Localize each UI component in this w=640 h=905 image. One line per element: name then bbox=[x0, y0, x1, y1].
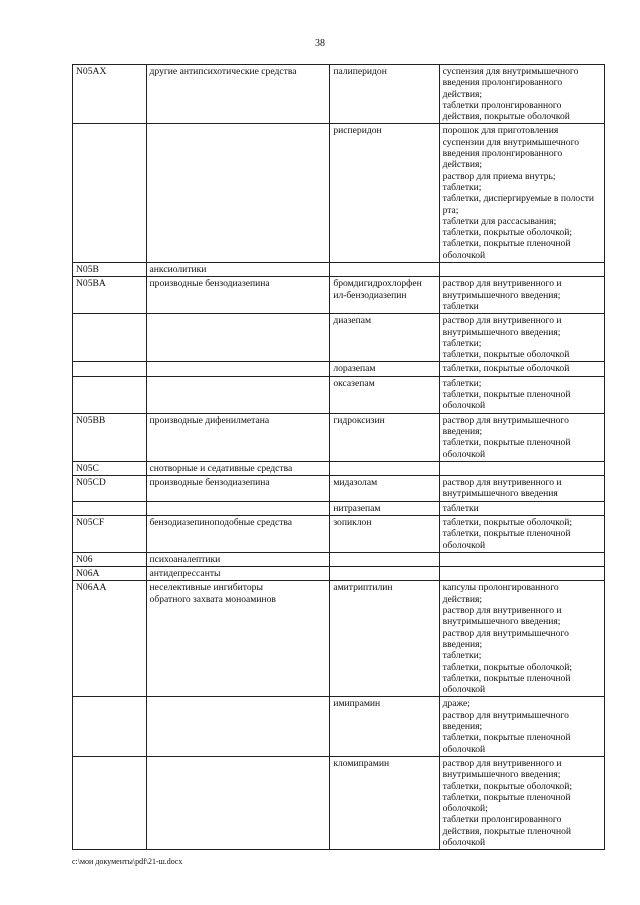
dosage-forms-cell bbox=[439, 697, 604, 756]
drug-name-cell bbox=[330, 476, 439, 502]
drug-name-cell-text: кломипрамин bbox=[333, 757, 390, 769]
dosage-forms-cell-text: таблетки; таблетки, покрытые пленочной оболочкой bbox=[442, 377, 571, 412]
anatomical-group-cell bbox=[146, 124, 330, 263]
drug-name-cell-text: нитразепам bbox=[333, 502, 381, 514]
atc-code-cell bbox=[73, 362, 147, 376]
drug-name-cell bbox=[330, 552, 439, 566]
drug-table-body bbox=[73, 65, 605, 850]
anatomical-group-cell-text: производные дифенилметана bbox=[149, 414, 270, 426]
table-row bbox=[73, 476, 605, 502]
table-row bbox=[73, 362, 605, 376]
drug-name-cell bbox=[330, 461, 439, 475]
page-number: 38 bbox=[315, 38, 325, 49]
table-row bbox=[73, 461, 605, 475]
dosage-forms-cell bbox=[439, 515, 604, 552]
anatomical-group-cell-text: снотворные и седативные средства bbox=[149, 462, 293, 474]
anatomical-group-cell bbox=[146, 581, 330, 697]
atc-code-cell bbox=[73, 515, 147, 552]
atc-code-cell-text: N06AA bbox=[76, 582, 107, 594]
drug-name-cell bbox=[330, 501, 439, 515]
atc-code-cell bbox=[73, 263, 147, 277]
atc-code-cell bbox=[73, 461, 147, 475]
drug-name-cell bbox=[330, 362, 439, 376]
dosage-forms-cell bbox=[439, 263, 604, 277]
drug-name-cell bbox=[330, 567, 439, 581]
dosage-forms-cell bbox=[439, 581, 604, 697]
atc-code-cell bbox=[73, 581, 147, 697]
dosage-forms-cell-text: таблетки, покрытые оболочкой; таблетки, покрытые пленочной оболочкой bbox=[442, 516, 573, 551]
dosage-forms-cell-text: суспензия для внутримышечного введения пролонгированного действия; таблетки пролонгированного действия, покрытые оболочкой bbox=[442, 66, 579, 123]
drug-name-cell bbox=[330, 413, 439, 461]
table-row bbox=[73, 567, 605, 581]
drug-name-cell bbox=[330, 277, 439, 314]
drug-name-cell-text: зопиклон bbox=[333, 516, 372, 528]
dosage-forms-cell-text: таблетки bbox=[442, 502, 479, 514]
anatomical-group-cell bbox=[146, 461, 330, 475]
dosage-forms-cell-text: раствор для внутримышечного введения; таблетки, покрытые пленочной оболочкой bbox=[442, 414, 571, 460]
anatomical-group-cell bbox=[146, 697, 330, 756]
dosage-forms-cell bbox=[439, 65, 604, 124]
anatomical-group-cell-text: бензодиазепиноподобные средства bbox=[149, 516, 293, 528]
dosage-forms-cell-text: раствор для внутривенного и внутримышечного введения bbox=[442, 477, 562, 500]
table-row bbox=[73, 314, 605, 362]
dosage-forms-cell bbox=[439, 362, 604, 376]
dosage-forms-cell bbox=[439, 567, 604, 581]
atc-code-cell bbox=[73, 697, 147, 756]
atc-code-cell bbox=[73, 476, 147, 502]
drug-name-cell-text: гидроксизин bbox=[333, 414, 385, 426]
drug-name-cell bbox=[330, 581, 439, 697]
table-row bbox=[73, 124, 605, 263]
anatomical-group-cell bbox=[146, 476, 330, 502]
anatomical-group-cell-text: психоаналептики bbox=[149, 553, 221, 565]
footer-file-path: c:\мои документы\pdf\21-ш.docx bbox=[72, 857, 183, 866]
anatomical-group-cell bbox=[146, 277, 330, 314]
anatomical-group-cell-text: другие антипсихотические средства bbox=[149, 66, 297, 77]
anatomical-group-cell bbox=[146, 756, 330, 849]
dosage-forms-cell bbox=[439, 501, 604, 515]
dosage-forms-cell bbox=[439, 277, 604, 314]
dosage-forms-cell-text: таблетки, покрытые оболочкой bbox=[442, 363, 570, 375]
dosage-forms-cell-text: раствор для внутривенного и внутримышечного введения; таблетки; таблетки, покрытые оболочкой bbox=[442, 315, 570, 361]
anatomical-group-cell-text: антидепрессанты bbox=[149, 568, 221, 580]
atc-code-cell bbox=[73, 567, 147, 581]
atc-code-cell bbox=[73, 124, 147, 263]
atc-code-cell-text: N05CD bbox=[76, 477, 106, 489]
table-row bbox=[73, 552, 605, 566]
dosage-forms-cell bbox=[439, 314, 604, 362]
drug-name-cell-text: оксазепам bbox=[333, 377, 375, 389]
anatomical-group-cell bbox=[146, 515, 330, 552]
drug-name-cell bbox=[330, 376, 439, 413]
dosage-forms-cell bbox=[439, 124, 604, 263]
anatomical-group-cell bbox=[146, 314, 330, 362]
atc-code-cell bbox=[73, 413, 147, 461]
atc-code-cell bbox=[73, 756, 147, 849]
anatomical-group-cell-text: производные бензодиазепина bbox=[149, 477, 270, 489]
drug-name-cell-text: мидазолам bbox=[333, 477, 378, 489]
dosage-forms-cell-text: драже; раствор для внутримышечного введения; таблетки, покрытые пленочной оболочкой bbox=[442, 698, 571, 755]
drug-name-cell bbox=[330, 756, 439, 849]
drug-name-cell bbox=[330, 515, 439, 552]
drug-name-cell-text: рисперидон bbox=[333, 125, 382, 137]
table-row bbox=[73, 501, 605, 515]
atc-code-cell-text: N05BB bbox=[76, 414, 106, 426]
drug-table bbox=[72, 64, 605, 850]
anatomical-group-cell bbox=[146, 413, 330, 461]
anatomical-group-cell bbox=[146, 362, 330, 376]
anatomical-group-cell-text: производные бензодиазепина bbox=[149, 278, 270, 290]
atc-code-cell bbox=[73, 65, 147, 124]
drug-name-cell-text: бромдигидрохлорфен ил-бензодиазепин bbox=[333, 278, 422, 301]
drug-name-cell-text: палиперидон bbox=[333, 66, 387, 77]
atc-code-cell-text: N05CF bbox=[76, 516, 105, 528]
table-row bbox=[73, 277, 605, 314]
drug-name-cell-text: диазепам bbox=[333, 315, 372, 327]
anatomical-group-cell-text: неселективные ингибиторы обратного захвата моноаминов bbox=[149, 582, 276, 605]
table-row bbox=[73, 263, 605, 277]
dosage-forms-cell-text: раствор для внутривенного и внутримышечного введения; таблетки, покрытые оболочкой; таблетки, покрытые пленочной оболочкой; таблетки пролонгированного действия, покрытые пленочной оболочкой bbox=[442, 757, 573, 848]
dosage-forms-cell-text: порошок для приготовления суспензии для внутримышечного введения пролонгированного действия; раствор для приема внутрь; таблетки; таблетки, диспергируемые в полости рта; таблетки для рассасывания; таблетки, покрытые оболочкой; таблетки, покрытые пленочной оболочкой bbox=[442, 125, 595, 261]
drug-name-cell bbox=[330, 65, 439, 124]
drug-name-cell bbox=[330, 697, 439, 756]
anatomical-group-cell bbox=[146, 263, 330, 277]
table-row bbox=[73, 413, 605, 461]
atc-code-cell bbox=[73, 314, 147, 362]
atc-code-cell-text: N05BA bbox=[76, 278, 106, 290]
drug-name-cell bbox=[330, 263, 439, 277]
table-row bbox=[73, 65, 605, 124]
table-row bbox=[73, 581, 605, 697]
atc-code-cell bbox=[73, 277, 147, 314]
atc-code-cell bbox=[73, 552, 147, 566]
anatomical-group-cell bbox=[146, 65, 330, 124]
anatomical-group-cell bbox=[146, 376, 330, 413]
drug-name-cell-text: амитриптилин bbox=[333, 582, 393, 594]
dosage-forms-cell bbox=[439, 552, 604, 566]
dosage-forms-cell bbox=[439, 376, 604, 413]
dosage-forms-cell bbox=[439, 756, 604, 849]
dosage-forms-cell bbox=[439, 476, 604, 502]
anatomical-group-cell bbox=[146, 501, 330, 515]
table-row bbox=[73, 756, 605, 849]
anatomical-group-cell-text: анксиолитики bbox=[149, 264, 207, 276]
dosage-forms-cell-text: раствор для внутривенного и внутримышечного введения; таблетки bbox=[442, 278, 562, 312]
dosage-forms-cell-text: капсулы пролонгированного действия; раствор для внутривенного и внутримышечного введения; раствор для внутримышечного введения; таблетки; таблетки, покрытые оболочкой; таблетки, покрытые пленочной оболочкой bbox=[442, 582, 573, 696]
atc-code-cell-text: N06A bbox=[76, 568, 100, 580]
drug-name-cell bbox=[330, 124, 439, 263]
atc-code-cell bbox=[73, 501, 147, 515]
table-row bbox=[73, 697, 605, 756]
anatomical-group-cell bbox=[146, 567, 330, 581]
drug-name-cell bbox=[330, 314, 439, 362]
atc-code-cell-text: N05B bbox=[76, 264, 99, 276]
atc-code-cell bbox=[73, 376, 147, 413]
atc-code-cell-text: N06 bbox=[76, 553, 93, 565]
dosage-forms-cell bbox=[439, 461, 604, 475]
anatomical-group-cell bbox=[146, 552, 330, 566]
atc-code-cell-text: N05C bbox=[76, 462, 99, 474]
table-row bbox=[73, 515, 605, 552]
dosage-forms-cell bbox=[439, 413, 604, 461]
drug-name-cell-text: имипрамин bbox=[333, 698, 381, 710]
atc-code-cell-text: N05AX bbox=[76, 66, 107, 77]
table-row bbox=[73, 376, 605, 413]
drug-name-cell-text: лоразепам bbox=[333, 363, 376, 375]
